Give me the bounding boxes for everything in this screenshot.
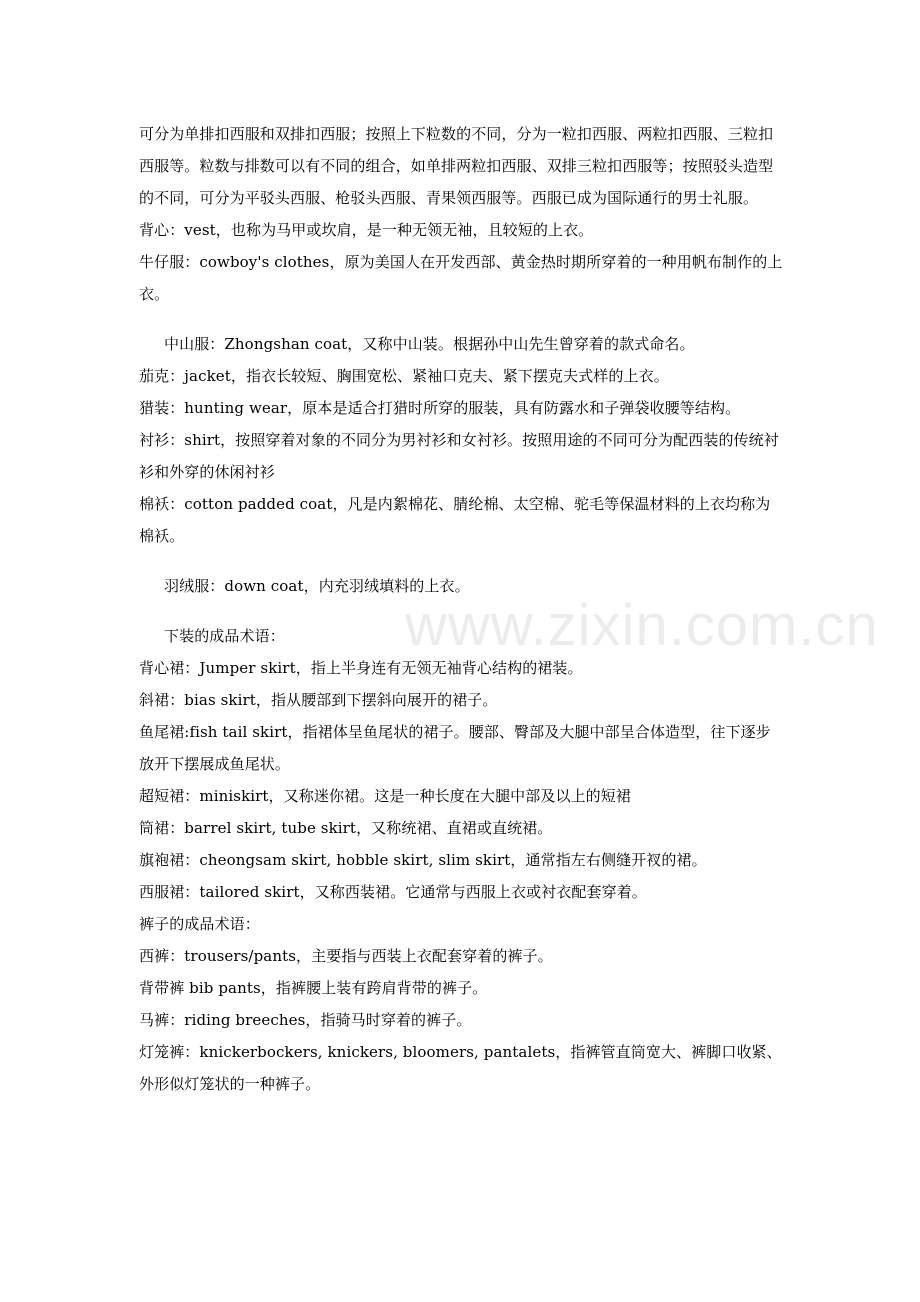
paragraph-gap [139,602,784,620]
paragraph-bib-pants: 背带裤 bib pants，指裤腰上装有跨肩背带的裤子。 [139,979,488,997]
paragraph-suit-types: 可分为单排扣西服和双排扣西服；按照上下粒数的不同，分为一粒扣西服、两粒扣西服、三粒扣西服等。粒数与排数可以有不同的组合，如单排两粒扣西服、双排三粒扣西服等；按照驳头造型的不同，可分为平驳头西服、枪驳头西服、青果领西服等。西服已成为国际通行的男士礼服。 [139,125,774,207]
paragraph-vest: 背心：vest，也称为马甲或坎肩，是一种无领无袖，且较短的上衣。 [139,221,594,239]
paragraph-gap [139,310,784,328]
paragraph-gap [139,552,784,570]
paragraph-cotton-padded-coat: 棉袄：cotton padded coat，凡是内絮棉花、腈纶棉、太空棉、驼毛等保温材料的上衣均称为棉袄。 [139,495,771,545]
paragraph-jumper-skirt: 背心裙：Jumper skirt，指上半身连有无领无袖背心结构的裙装。 [139,659,583,677]
paragraph-knickerbockers: 灯笼裤：knickerbockers, knickers, bloomers, pantalets，指裤管直筒宽大、裤脚口收紧、外形似灯笼状的一种裤子。 [139,1043,782,1093]
paragraph-bias-skirt: 斜裙：bias skirt，指从腰部到下摆斜向展开的裙子。 [139,691,498,709]
paragraph-miniskirt: 超短裙：miniskirt，又称迷你裙。这是一种长度在大腿中部及以上的短裙 [139,787,631,805]
heading-bottoms-terms: 下装的成品术语： [164,627,285,645]
paragraph-fish-tail-skirt: 鱼尾裙:fish tail skirt，指裙体呈鱼尾状的裙子。腰部、臀部及大腿中部呈合体造型，往下逐步放开下摆展成鱼尾状。 [139,723,771,773]
paragraph-down-coat: 羽绒服：down coat，内充羽绒填料的上衣。 [164,577,470,595]
paragraph-tailored-skirt: 西服裙：tailored skirt，又称西装裙。它通常与西服上衣或衬衣配套穿着。 [139,883,647,901]
paragraph-cheongsam-skirt: 旗袍裙：cheongsam skirt, hobble skirt, slim skirt，通常指左右侧缝开衩的裙。 [139,851,707,869]
paragraph-trousers: 西裤：trousers/pants，主要指与西装上衣配套穿着的裤子。 [139,947,553,965]
heading-trousers-terms: 裤子的成品术语： [139,915,260,933]
paragraph-zhongshan-coat: 中山服：Zhongshan coat，又称中山装。根据孙中山先生曾穿着的款式命名。 [164,335,695,353]
paragraph-hunting-wear: 猎装：hunting wear，原本是适合打猎时所穿的服装，具有防露水和子弹袋收腰等结构。 [139,399,741,417]
paragraph-shirt: 衬衫：shirt，按照穿着对象的不同分为男衬衫和女衬衫。按照用途的不同可分为配西装的传统衬衫和外穿的休闲衬衫 [139,431,779,481]
watermark: www.zixin.com.cn [405,593,879,658]
paragraph-barrel-skirt: 筒裙：barrel skirt, tube skirt，又称统裙、直裙或直统裙。 [139,819,553,837]
paragraph-riding-breeches: 马裤：riding breeches，指骑马时穿着的裤子。 [139,1011,472,1029]
document-body [139,118,784,1100]
paragraph-jacket: 茄克：jacket，指衣长较短、胸围宽松、紧袖口克夫、紧下摆克夫式样的上衣。 [139,367,669,385]
paragraph-cowboy-clothes: 牛仔服：cowboy's clothes，原为美国人在开发西部、黄金热时期所穿着的一种用帆布制作的上衣。 [139,253,783,303]
